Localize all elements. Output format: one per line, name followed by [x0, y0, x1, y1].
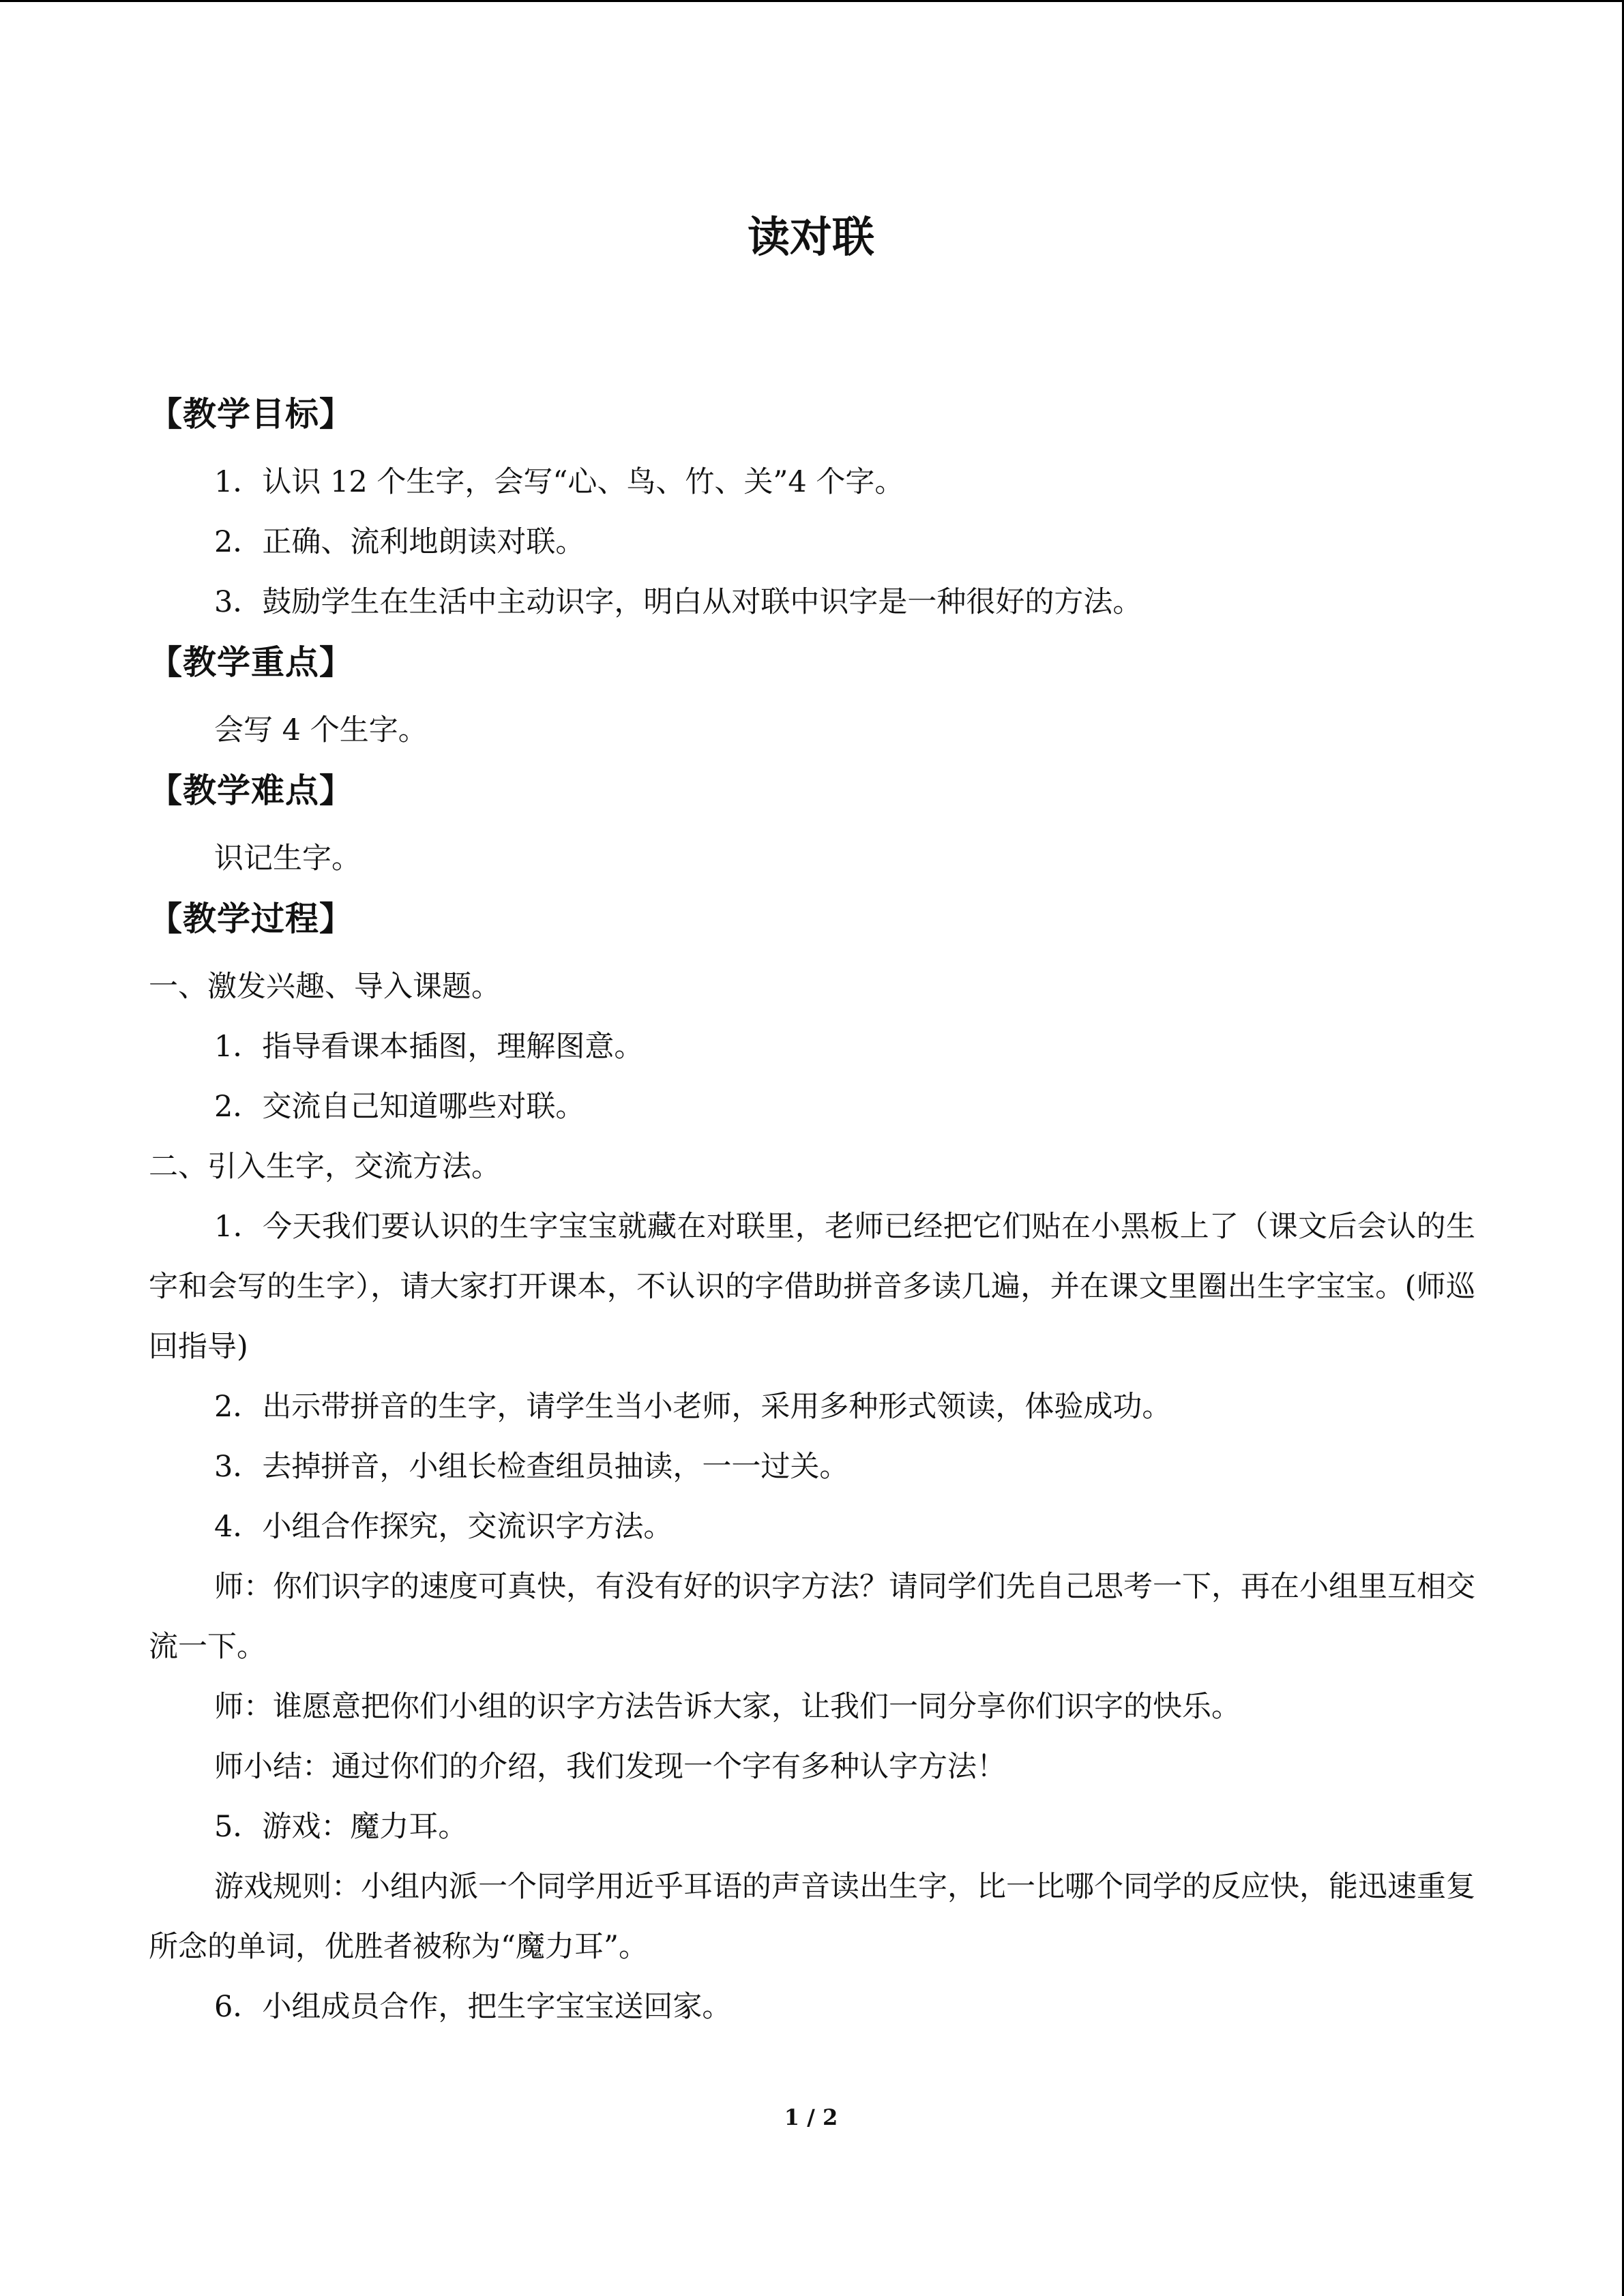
document-body	[149, 384, 1475, 2037]
process-item: 2．交流自己知道哪些对联。	[214, 1090, 585, 1124]
process-paragraph: 师小结：通过你们的介绍，我们发现一个字有多种认字方法！	[214, 1750, 1006, 1784]
section-heading-difficulties: 【教学难点】	[149, 771, 354, 810]
process-paragraph: 1．今天我们要认识的生字宝宝就藏在对联里，老师已经把它们贴在小黑板上了（课文后会认的生字和会写的生字），请大家打开课本，不认识的字借助拼音多读几遍，并在课文里圈出生字宝宝。(师巡回指导)	[149, 1210, 1475, 1364]
process-paragraph: 3．去掉拼音，小组长检查组员抽读，一一过关。	[214, 1450, 849, 1484]
difficulties-text: 识记生字。	[214, 841, 361, 876]
process-item: 1．指导看课本插图，理解图意。	[214, 1030, 644, 1064]
section-heading-goals: 【教学目标】	[149, 395, 354, 434]
process-part-heading: 二、引入生字，交流方法。	[149, 1150, 501, 1184]
goal-item: 2．正确、流利地朗读对联。	[214, 525, 585, 559]
process-paragraph: 5．游戏：魔力耳。	[214, 1810, 468, 1844]
process-part-heading: 一、激发兴趣、导入课题。	[149, 970, 501, 1004]
goal-item: 1．认识 12 个生字，会写“心、鸟、竹、关”4 个字。	[214, 465, 904, 499]
page-number: 1 / 2	[784, 2104, 838, 2130]
document-title: 读对联	[747, 212, 874, 262]
process-paragraph: 游戏规则：小组内派一个同学用近乎耳语的声音读出生字，比一比哪个同学的反应快，能迅速重复所念的单词，优胜者被称为“魔力耳”。	[149, 1870, 1475, 1964]
section-heading-process: 【教学过程】	[149, 899, 354, 938]
goal-item: 3．鼓励学生在生活中主动识字，明白从对联中识字是一种很好的方法。	[214, 585, 1142, 619]
key-points-text: 会写 4 个生字。	[214, 713, 428, 747]
section-heading-key-points: 【教学重点】	[149, 643, 354, 682]
process-paragraph: 2．出示带拼音的生字，请学生当小老师，采用多种形式领读，体验成功。	[214, 1390, 1172, 1424]
process-paragraph: 6．小组成员合作，把生字宝宝送回家。	[214, 1990, 732, 2024]
process-paragraph: 4．小组合作探究，交流识字方法。	[214, 1510, 673, 1544]
process-paragraph: 师：谁愿意把你们小组的识字方法告诉大家，让我们一同分享你们识字的快乐。	[214, 1690, 1241, 1724]
process-paragraph: 师：你们识字的速度可真快，有没有好的识字方法？请同学们先自己思考一下，再在小组里互相交流一下。	[149, 1570, 1475, 1664]
